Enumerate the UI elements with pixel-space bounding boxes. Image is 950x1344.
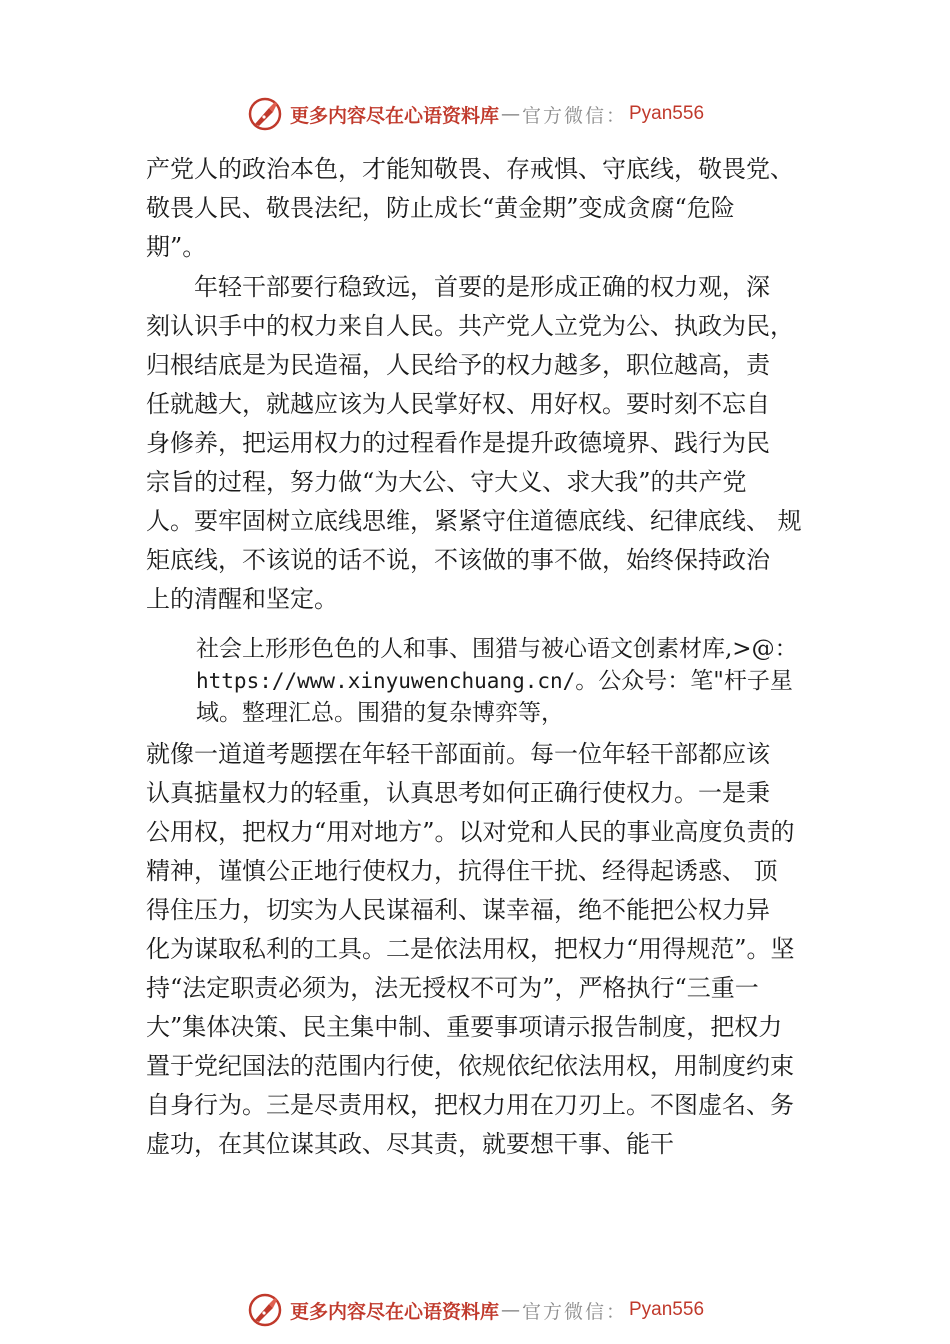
header-banner-title: 更多内容尽在心语资料库 xyxy=(289,104,499,127)
text-line: 刻认识手中的权力来自人民。共产党人立党为公、执政为民， xyxy=(146,312,794,340)
footer-banner-wechat-id: Pyan556 xyxy=(629,1299,705,1320)
text-line: 敬畏人民、敬畏法纪，防止成长“黄金期”变成贪腐“危险 xyxy=(146,194,735,222)
footer-banner-dash: — xyxy=(500,1299,520,1321)
source-url: https://www.xinyuwenchuang.cn/ xyxy=(196,669,576,693)
text-line: 矩底线，不该说的话不说，不该做的事不做，始终保持政治 xyxy=(146,546,770,574)
text-line: 自身行为。三是尽责用权，把权力用在刀刃上。不图虚名、务 xyxy=(146,1091,794,1119)
text-line: 年轻干部要行稳致远，首要的是形成正确的权力观，深 xyxy=(194,273,770,301)
footer-banner-subtitle: 官方微信： xyxy=(521,1300,627,1323)
paragraph-2 xyxy=(146,268,814,619)
footer-banner-title: 更多内容尽在心语资料库 xyxy=(289,1300,499,1323)
text-line: 大”集体决策、民主集中制、重要事项请示报告制度，把权力 xyxy=(146,1013,783,1041)
pen-nib-logo-icon xyxy=(246,95,284,133)
text-line: 任就越大，就越应该为人民掌好权、用好权。要时刻不忘自 xyxy=(146,390,770,418)
text-line: 精神，谨慎公正地行使权力，抗得住干扰、经得起诱惑、 顶 xyxy=(146,857,778,885)
text-line: 公用权，把权力“用对地方”。以对党和人民的事业高度负责的 xyxy=(146,818,795,846)
header-banner-subtitle: 官方微信： xyxy=(521,104,627,127)
text-line: 域。整理汇总。围猎的复杂博弈等， xyxy=(196,700,564,726)
pen-nib-logo-icon xyxy=(246,1291,284,1329)
text-line: 宗旨的过程，努力做“为大公、守大义、求大我”的共产党 xyxy=(146,468,747,496)
text-line: 持“法定职责必须为，法无授权不可为”，严格执行“三重一 xyxy=(146,974,759,1002)
footer-banner xyxy=(0,1290,950,1330)
header-banner-dash: — xyxy=(500,103,520,125)
footer-banner-content xyxy=(246,1291,704,1329)
text-line: 人。要牢固树立底线思维，紧紧守住道德底线、纪律底线、 规 xyxy=(146,507,802,535)
text-line: 社会上形形色色的人和事、围猎与被心语文创素材库,>@： xyxy=(196,636,798,662)
header-banner-content xyxy=(246,95,704,133)
text-fragment: 。公众号：笔"杆子星 xyxy=(575,668,793,694)
text-line-with-url xyxy=(196,665,856,697)
header-banner-wechat-id: Pyan556 xyxy=(629,103,705,124)
text-line: 上的清醒和坚定。 xyxy=(146,585,338,613)
text-line: 得住压力，切实为人民谋福利、谋幸福，绝不能把公权力异 xyxy=(146,896,770,924)
text-line: 期”。 xyxy=(146,233,207,261)
paragraph-3-inserted-notice xyxy=(196,633,856,729)
text-line: 归根结底是为民造福，人民给予的权力越多，职位越高，责 xyxy=(146,351,770,379)
text-line: 化为谋取私利的工具。二是依法用权，把权力“用得规范”。坚 xyxy=(146,935,795,963)
text-line: 身修养，把运用权力的过程看作是提升政德境界、践行为民 xyxy=(146,429,770,457)
text-line: 虚功，在其位谋其政、尽其责，就要想干事、能干 xyxy=(146,1130,674,1158)
text-line: 认真掂量权力的轻重，认真思考如何正确行使权力。一是秉 xyxy=(146,779,770,807)
text-line: 产党人的政治本色，才能知敬畏、存戒惧、守底线，敬畏党、 xyxy=(146,155,794,183)
paragraph-4 xyxy=(146,735,814,1164)
paragraph-1 xyxy=(146,150,814,267)
text-line: 置于党纪国法的范围内行使，依规依纪依法用权，用制度约束 xyxy=(146,1052,794,1080)
header-banner xyxy=(0,94,950,134)
text-line: 就像一道道考题摆在年轻干部面前。每一位年轻干部都应该 xyxy=(146,740,770,768)
